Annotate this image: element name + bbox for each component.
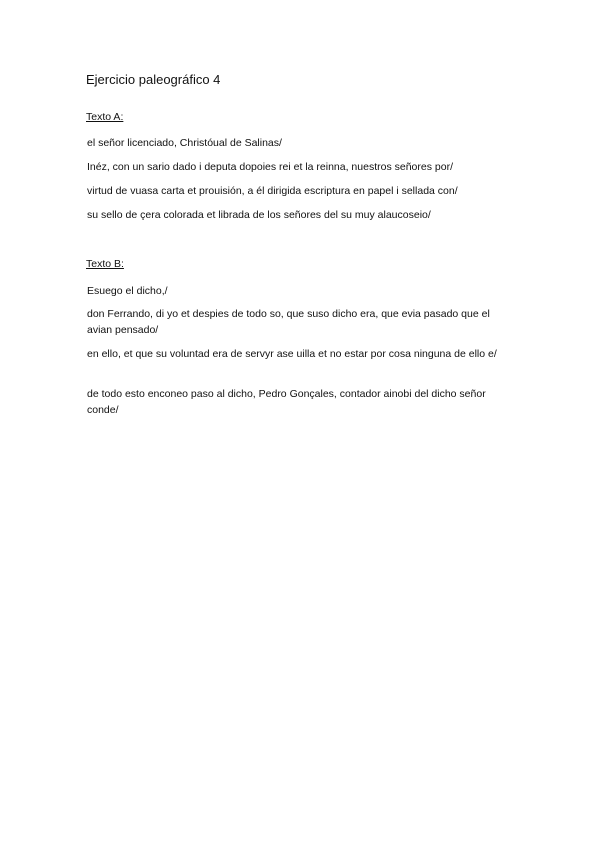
texto-a-line-4: su sello de çera colorada et librada de los señores del su muy alaucoseio/ — [87, 209, 431, 221]
texto-b-line-3: en ello, et que su voluntad era de servyr ase uilla et no estar por cosa ninguna de ello e/ — [87, 348, 497, 360]
texto-a-line-3: virtud de vuasa carta et prouisión, a él dirigida escriptura en papel i sellada con/ — [87, 185, 458, 197]
texto-a-label: Texto A: — [86, 111, 124, 123]
page-title: Ejercicio paleográfico 4 — [86, 72, 221, 87]
texto-b-line-4: de todo esto enconeo paso al dicho, Pedro Gonçales, contador ainobi del dicho señor conde/ — [87, 388, 486, 416]
texto-a-line-1: el señor licenciado, Christóual de Salinas/ — [87, 137, 282, 149]
texto-b-label: Texto B: — [86, 258, 124, 270]
texto-b-line-1: Esuego el dicho,/ — [87, 285, 168, 297]
texto-a-line-2: Inéz, con un sario dado i deputa dopoies rei et la reinna, nuestros señores por/ — [87, 161, 453, 173]
texto-b-line-2: don Ferrando, di yo et despies de todo so, que suso dicho era, que evia pasado que el avian pensado/ — [87, 308, 490, 336]
